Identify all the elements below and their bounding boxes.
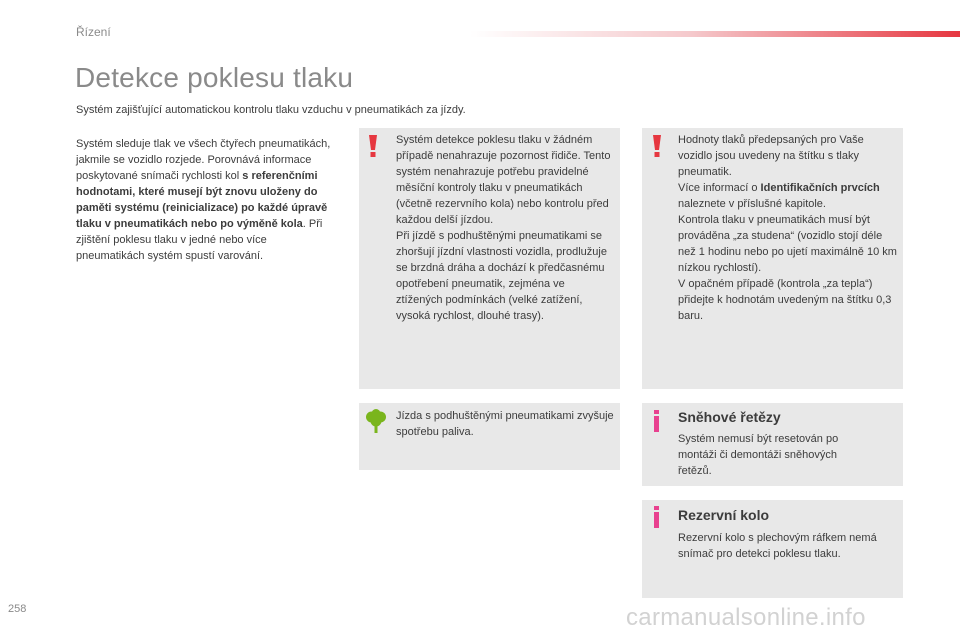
spare-wheel-text: Rezervní kolo s plechovým ráfkem nemá snímač pro detekci poklesu tlaku.: [678, 532, 877, 560]
exclamation-icon: [651, 135, 663, 157]
warning-1-paragraph-1: Systém detekce poklesu tlaku v žádném případě nenahrazuje pozornost řidiče. Tento systém nenahrazuje potřebu pravidelné měsíční kontroly tlaku v pneumatikách (včetně rezervního kola) nebo kontrolu před každou delší jízdou.: [396, 134, 611, 226]
section-label: Řízení: [76, 25, 111, 39]
eco-text: Jízda s podhuštěnými pneumatikami zvyšuje spotřebu paliva.: [396, 410, 614, 438]
intro-text: Systém zajišťující automatickou kontrolu tlaku vzduchu v pneumatikách za jízdy.: [76, 104, 466, 116]
warning-box-2-text: [678, 132, 900, 324]
exclamation-icon: [367, 135, 379, 157]
main-text-part2: . Při zjištění poklesu tlaku v jedné nebo více pneumatikách systém spustí varování.: [76, 218, 323, 262]
warning-1-paragraph-2: Při jízdě s podhuštěnými pneumatikami se zhoršují jízdní vlastnosti vozidla, prodlužuje se brzdná dráha a dochází k předčasnému opotřebení pneumatik, zejména ve ztížených podmínkách (velké zatížení, vysoká rychlost, dlouhé trasy).: [396, 230, 607, 322]
main-text-part1: Systém sleduje tlak ve všech čtyřech pneumatikách, jakmile se vozidlo rozjede. Porovnává informace poskytované snímači rychlosti kol: [76, 138, 331, 182]
warning-2-paragraph-d: V opačném případě (kontrola „za tepla“) přidejte k hodnotám uvedeným na štítku 0,3 baru.: [678, 278, 892, 322]
spare-wheel-title: Rezervní kolo: [678, 507, 770, 523]
main-text-bold: s referenčními hodnotami, které musejí být znovu uloženy do paměti systému (reinicializace) po každé úpravě tlaku v pneumatikách nebo po výměně kola: [76, 170, 328, 230]
warning-2-text-bold: Identifikačních prvcích: [760, 182, 880, 194]
header-accent-bar: [470, 31, 960, 37]
info-icon: [653, 410, 661, 432]
warning-box-1-text: [396, 132, 614, 324]
page-number: 258: [8, 603, 27, 615]
tree-icon: [365, 409, 387, 433]
warning-2-text-b1: Více informací o: [678, 182, 761, 194]
watermark: carmanualsonline.info: [626, 604, 866, 631]
warning-2-paragraph-c: Kontrola tlaku v pneumatikách musí být prováděna „za studena“ (vozidlo stojí déle než 1 hodinu nebo po ujetí maximálně 10 km nízkou rychlostí).: [678, 214, 897, 274]
warning-2-paragraph-a: Hodnoty tlaků předepsaných pro Vaše vozidlo jsou uvedeny na štítku s tlaky pneumatik.: [678, 134, 864, 178]
info-icon: [653, 506, 661, 528]
main-paragraph: [76, 136, 338, 264]
warning-2-text-b2: naleznete v příslušné kapitole.: [678, 198, 826, 210]
snow-chains-text: Systém nemusí být resetován po montáži či demontáži sněhových řetězů.: [678, 433, 839, 477]
page-title: Detekce poklesu tlaku: [75, 62, 354, 93]
warning-2-paragraph-b: [678, 180, 900, 212]
snow-chains-title: Sněhové řetězy: [678, 409, 781, 425]
